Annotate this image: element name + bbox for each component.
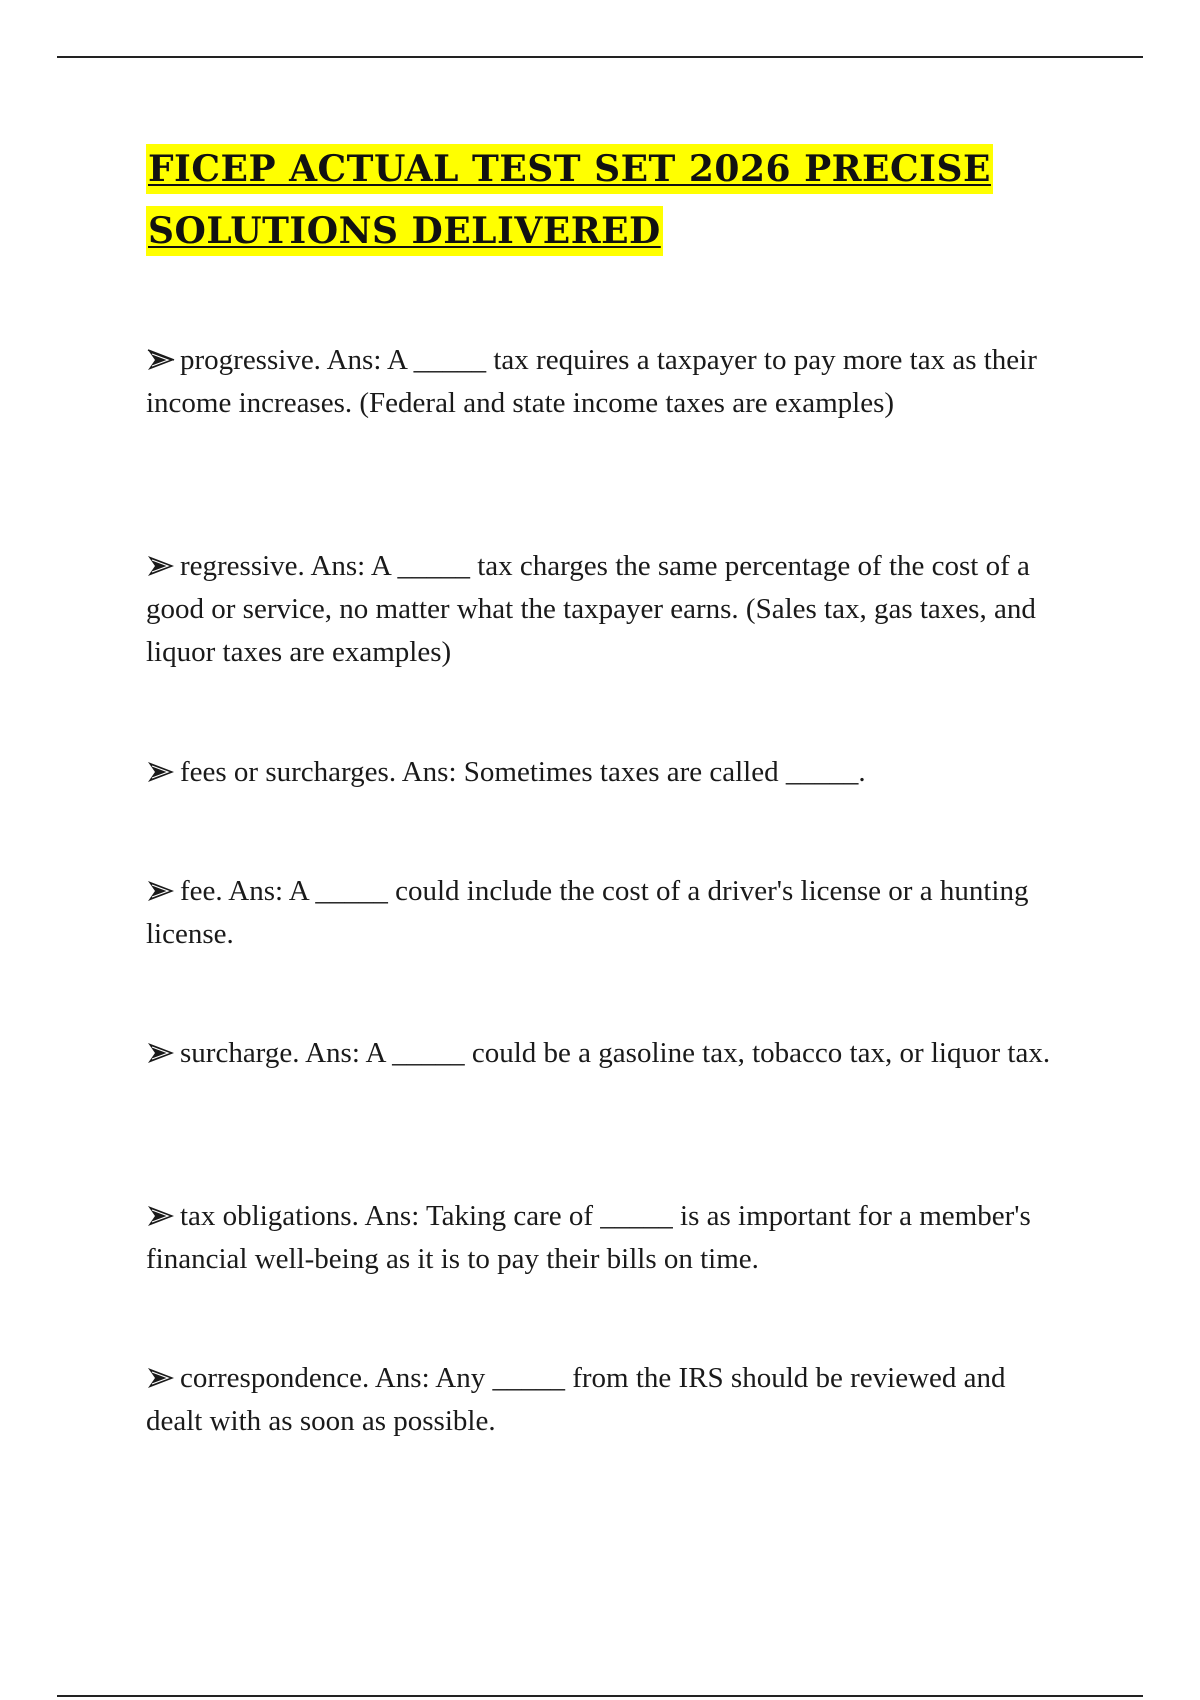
title-line-2: SOLUTIONS DELIVERED [146,206,663,256]
title-line-1: FICEP ACTUAL TEST SET 2026 PRECISE [146,144,993,194]
bottom-rule [57,1695,1143,1697]
arrow-bullet-icon [146,348,176,372]
qa-item [146,339,1056,425]
qa-item [146,751,1056,794]
qa-item-text: regressive. Ans: A _____ tax charges the same percentage of the cost of a good or service, no matter what the taxpayer earns. (Sales tax, gas taxes, and liquor taxes are examples) [146,550,1036,668]
top-rule [57,56,1143,58]
arrow-bullet-icon [146,760,176,784]
qa-item-text: tax obligations. Ans: Taking care of _____ is as important for a member's financial well-being as it is to pay their bills on time. [146,1200,1031,1275]
qa-item [146,870,1056,956]
qa-item [146,545,1056,674]
qa-item-text: fees or surcharges. Ans: Sometimes taxes are called _____. [180,756,866,788]
qa-item-text: progressive. Ans: A _____ tax requires a taxpayer to pay more tax as their income increases. (Federal and state income taxes are examples) [146,344,1037,419]
arrow-bullet-icon [146,1366,176,1390]
document-title [146,144,1046,268]
qa-item [146,1357,1056,1443]
qa-item-text: surcharge. Ans: A _____ could be a gasoline tax, tobacco tax, or liquor tax. [180,1037,1051,1069]
qa-item [146,1195,1056,1281]
qa-item-text: fee. Ans: A _____ could include the cost of a driver's license or a hunting license. [146,875,1029,950]
arrow-bullet-icon [146,879,176,903]
arrow-bullet-icon [146,1041,176,1065]
arrow-bullet-icon [146,554,176,578]
qa-item-text: correspondence. Ans: Any _____ from the IRS should be reviewed and dealt with as soon as possible. [146,1362,1006,1437]
arrow-bullet-icon [146,1204,176,1228]
qa-item [146,1032,1056,1075]
